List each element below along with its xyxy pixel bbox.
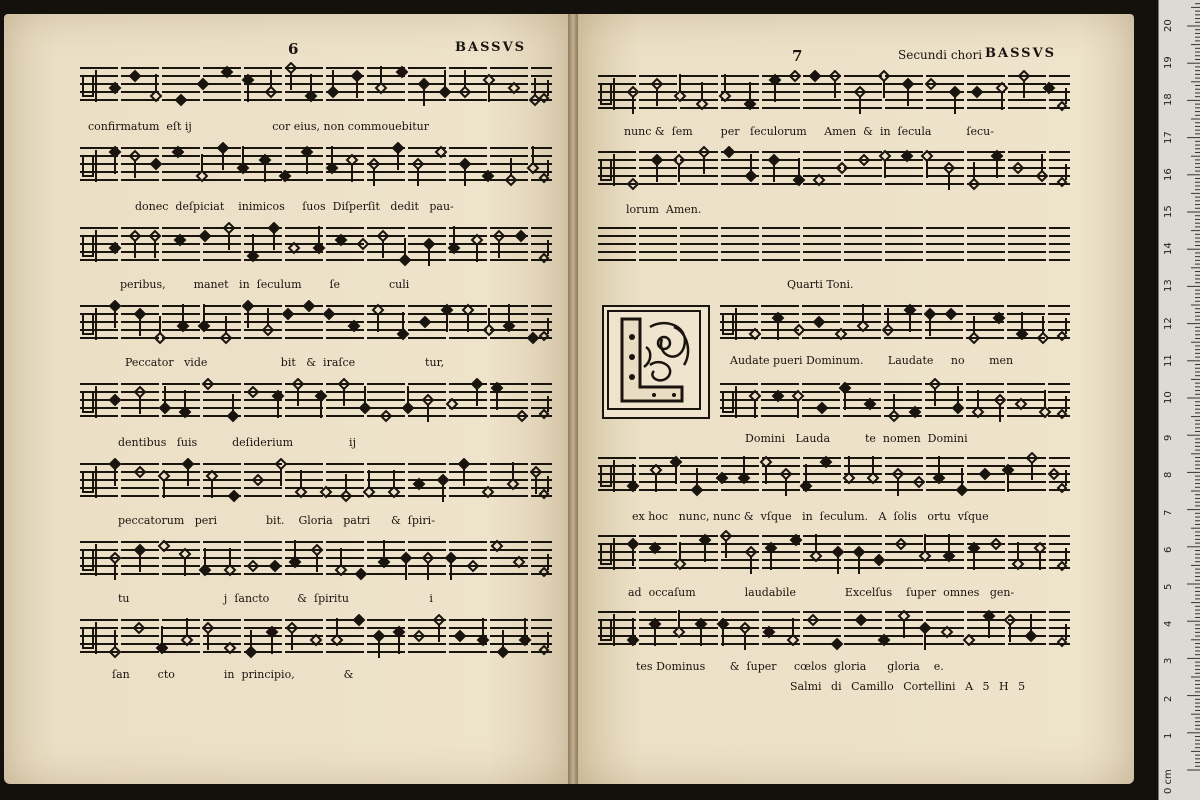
- ruler-label-2: 2: [1163, 695, 1174, 702]
- ruler-label-3: 3: [1163, 658, 1174, 665]
- left-lyric-6: peccatorum peri bit. Gloria patri & ſpiri-: [118, 514, 435, 527]
- left-voice-label: BASSVS: [455, 40, 527, 55]
- left-lyric-5: dentibus ſuis deſiderium ij: [118, 436, 356, 449]
- ruler-label-15: 15: [1163, 205, 1174, 218]
- left-staff-3: [80, 222, 552, 270]
- right-staff-8: [598, 606, 1070, 654]
- ruler-label-10: 10: [1163, 391, 1174, 404]
- right-staff-1: [598, 70, 1070, 118]
- left-lyric-7: tu j ſancto & ſpiritu i: [118, 592, 433, 605]
- ruler-label-1: 1: [1163, 732, 1174, 739]
- right-lyric-3: Audate pueri Dominum. Laudate no men: [730, 354, 1014, 367]
- right-staff-5: [720, 378, 1070, 426]
- ruler-label-17: 17: [1163, 130, 1174, 144]
- right-voice-label: BASSVS: [985, 46, 1057, 61]
- left-lyric-3: peribus, manet in ſeculum ſe culi: [120, 278, 410, 291]
- left-staff-8: [80, 614, 552, 662]
- ruler-label-5: 5: [1163, 583, 1174, 590]
- left-staff-5: [80, 378, 552, 426]
- ruler-label-11: 11: [1163, 354, 1174, 367]
- page-footer: Salmi di Camillo Cortellini A 5 H 5: [790, 680, 1026, 693]
- left-staff-6: [80, 458, 552, 506]
- ruler-label-7: 7: [1163, 509, 1174, 516]
- section-title: Quarti Toni.: [787, 278, 854, 291]
- right-staff-4: [720, 300, 1070, 348]
- ruler-label-0: 0 cm: [1163, 769, 1174, 794]
- ruler-label-20: 20: [1163, 19, 1174, 32]
- right-staff-2: [598, 146, 1070, 194]
- ruler-label-18: 18: [1163, 93, 1174, 107]
- measurement-ruler: [1158, 0, 1200, 800]
- right-page-number: 7: [792, 47, 803, 65]
- left-lyric-2: donec deſpiciat inimicos ſuos Diſperſit dedit pau-: [135, 200, 454, 213]
- right-staff-3-empty: [598, 222, 1070, 270]
- ruler-label-13: 13: [1163, 279, 1174, 293]
- right-lyric-6: ad occaſum laudabile Excelſus ſuper omnes gen-: [628, 586, 1015, 599]
- right-lyric-2: lorum Amen.: [626, 203, 702, 216]
- right-lyric-1: nunc & ſem per ſeculorum Amen & in ſecula ſecu-: [624, 125, 994, 138]
- left-lyric-1: confirmatum eſt ij cor eius, non commouebitur: [88, 120, 429, 133]
- ruler-label-6: 6: [1163, 546, 1174, 553]
- right-lyric-4: Domini Lauda te nomen Domini: [745, 432, 968, 445]
- left-staff-4: [80, 300, 552, 348]
- ruler-label-14: 14: [1163, 242, 1174, 256]
- ruler-label-12: 12: [1163, 316, 1174, 330]
- left-lyric-4: Peccator vide bit & iraſce tur,: [125, 356, 445, 369]
- book-gutter: [568, 14, 578, 784]
- left-page-number: 6: [288, 40, 299, 58]
- ruler-label-9: 9: [1163, 434, 1174, 442]
- right-staff-7: [598, 530, 1070, 578]
- left-lyric-8: ſan cto in principio, &: [112, 668, 354, 681]
- left-staff-7: [80, 536, 552, 584]
- ruler-label-16: 16: [1163, 168, 1174, 181]
- left-staff-2: [80, 142, 552, 190]
- left-staff-1: [80, 62, 552, 110]
- right-choir-label: Secundi chori: [898, 48, 983, 62]
- ruler-label-4: 4: [1163, 620, 1174, 628]
- right-lyric-5: ex hoc nunc, nunc & vſque in ſeculum. A ſolis ortu vſque: [632, 510, 989, 523]
- decorated-initial: [602, 305, 710, 419]
- right-staff-6: [598, 452, 1070, 500]
- right-lyric-7: tes Dominus & ſuper cœlos gloria gloria e.: [636, 660, 944, 673]
- ruler-label-8: 8: [1163, 472, 1174, 479]
- ruler-label-19: 19: [1163, 56, 1174, 70]
